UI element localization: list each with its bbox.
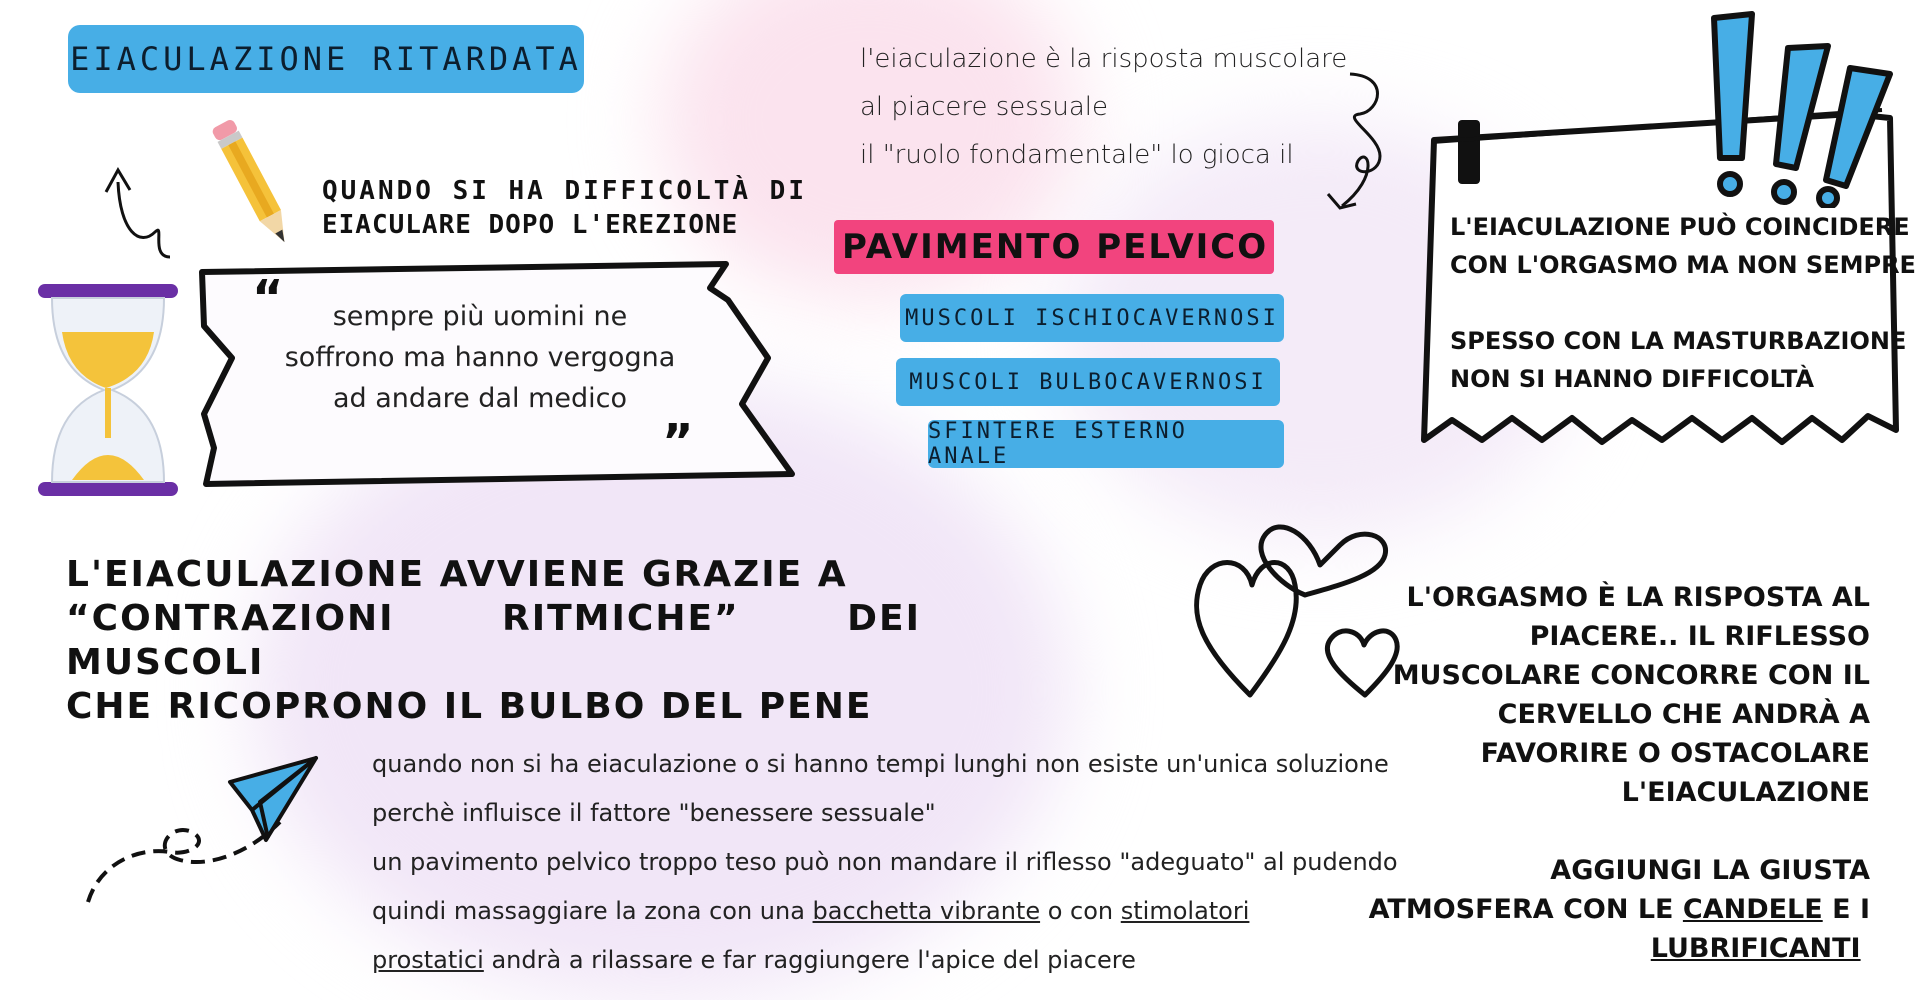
statement-line-2: “CONTRAZIONI RITMICHE” DEI MUSCOLI — [66, 598, 921, 683]
orgasm-line-1: L'ORGASMO È LA RISPOSTA AL — [1406, 582, 1870, 613]
note-line-3: SPESSO CON LA MASTURBAZIONE — [1450, 327, 1907, 355]
statement-line-3: CHE RICOPRONO IL BULBO DEL PENE — [66, 686, 873, 727]
pelvic-floor-label: PAVIMENTO PELVICO — [834, 220, 1274, 274]
solution-line-1: quando non si ha eiaculazione o si hanno tempi lunghi non esiste un'unica soluzione — [372, 750, 1389, 778]
quote-line-1: sempre più uomini ne — [332, 301, 628, 332]
solution-line-4 — [372, 887, 1398, 936]
solution-line-4-mid: o con — [1040, 897, 1121, 925]
solution-line-4-prefix: quindi massaggiare la zona con una — [372, 897, 813, 925]
quote-text — [255, 296, 705, 419]
statement-line-1: L'EIACULAZIONE AVVIENE GRAZIE A — [66, 554, 848, 595]
intro-line-2: al piacere sessuale — [860, 92, 1109, 122]
note-line-4: NON SI HANNO DIFFICOLTÀ — [1450, 365, 1815, 393]
stimulators-link[interactable]: stimolatori — [1120, 897, 1250, 925]
tip-line-3 — [1369, 929, 1870, 968]
muscle-ischiocavernosi: MUSCOLI ISCHIOCAVERNOSI — [900, 294, 1284, 342]
intro-line-1: l'eiaculazione è la risposta muscolare — [860, 44, 1348, 74]
exclamation-icon — [1680, 8, 1900, 208]
definition-line-1: QUANDO SI HA DIFFICOLTÀ DI — [322, 176, 807, 206]
orgasm-explanation — [1369, 578, 1870, 968]
orgasm-line-6: L'EIACULAZIONE — [1621, 777, 1870, 808]
quote-open-mark: “ — [252, 270, 284, 326]
hourglass-icon — [28, 280, 188, 500]
page-title: EIACULAZIONE RITARDATA — [68, 25, 584, 93]
tip-line-2 — [1369, 890, 1870, 929]
note-text — [1450, 208, 1916, 398]
solution-line-5 — [372, 936, 1398, 985]
tip-line-2-suffix: E I — [1822, 894, 1870, 925]
intro-line-3: il "ruolo fondamentale" lo gioca il — [860, 140, 1294, 170]
tip-line-2-prefix: ATMOSFERA CON LE — [1368, 894, 1683, 925]
solution-paragraph — [372, 740, 1398, 985]
solution-line-5-suffix: andrà a rilassare e far raggiungere l'apice del piacere — [483, 946, 1136, 974]
paper-plane-icon — [80, 752, 330, 912]
tip-line-1: AGGIUNGI LA GIUSTA — [1550, 855, 1870, 886]
muscle-sfintere-anale: SFINTERE ESTERNO ANALE — [928, 420, 1284, 468]
quote-line-3: ad andare dal medico — [333, 383, 627, 414]
muscle-bulbocavernosi: MUSCOLI BULBOCAVERNOSI — [896, 358, 1280, 406]
note-line-1: L'EIACULAZIONE PUÒ COINCIDERE — [1450, 213, 1910, 241]
lubricants-link[interactable]: LUBRIFICANTI — [1650, 933, 1861, 964]
vibrating-wand-link[interactable]: bacchetta vibrante — [812, 897, 1041, 925]
prostatic-link[interactable]: prostatici — [372, 946, 484, 974]
solution-line-2: perchè influisce il fattore "benessere sessuale" — [372, 799, 936, 827]
orgasm-line-3: MUSCOLARE CONCORRE CON IL — [1392, 660, 1870, 691]
pencil-icon — [208, 108, 298, 258]
quote-line-2: soffrono ma hanno vergogna — [284, 342, 676, 373]
orgasm-line-4: CERVELLO CHE ANDRÀ A — [1497, 699, 1870, 730]
curly-arrow-icon — [100, 162, 180, 262]
orgasm-line-5: FAVORIRE O OSTACOLARE — [1480, 738, 1870, 769]
candles-link[interactable]: CANDELE — [1682, 894, 1823, 925]
note-line-2: CON L'ORGASMO MA NON SEMPRE — [1450, 251, 1916, 279]
orgasm-line-2: PIACERE.. IL RIFLESSO — [1529, 621, 1870, 652]
definition-line-2: EIACULARE DOPO L'EREZIONE — [322, 210, 739, 240]
loop-arrow-icon — [1320, 66, 1410, 216]
quote-close-mark: ” — [662, 414, 694, 470]
solution-line-3: un pavimento pelvico troppo teso può non mandare il riflesso "adeguato" al pudendo — [372, 848, 1398, 876]
ejaculation-statement — [66, 553, 921, 729]
